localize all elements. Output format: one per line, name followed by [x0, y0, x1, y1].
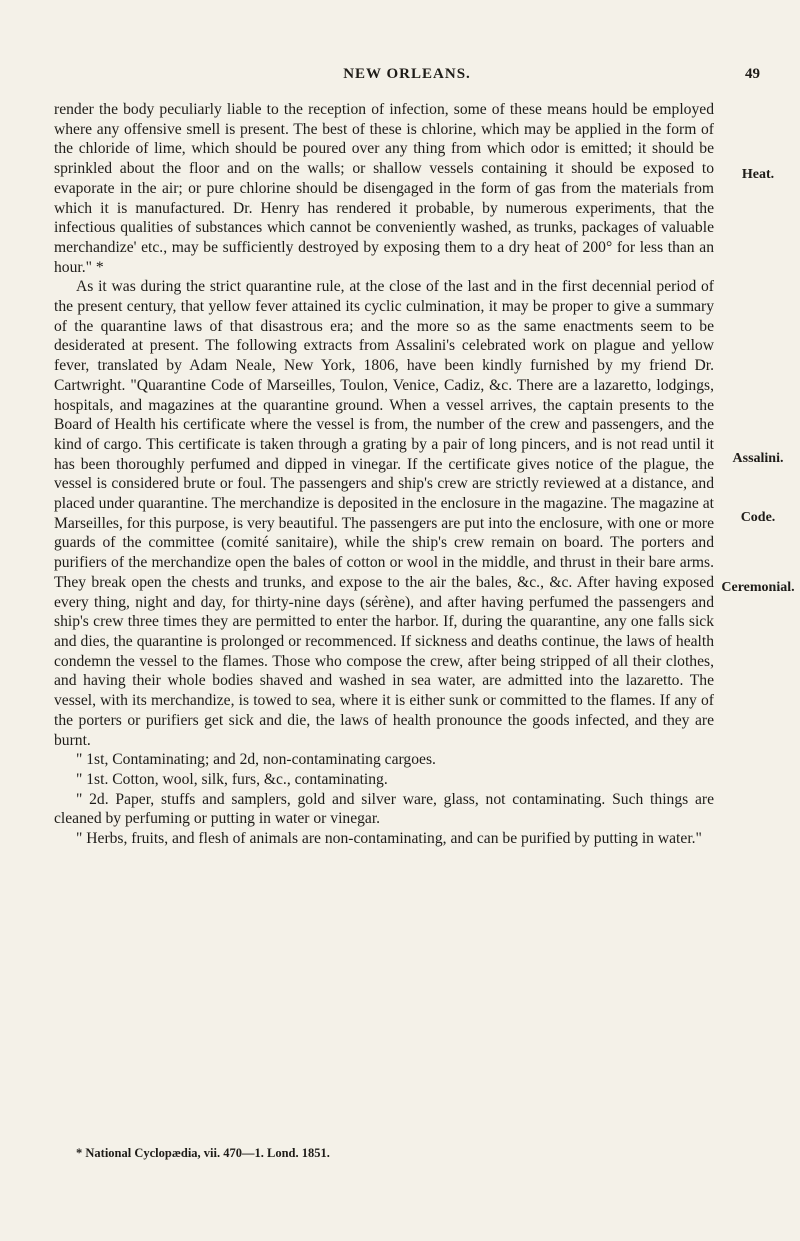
paragraph-quarantine-history: As it was during the strict quarantine rule, at the close of the last and in the first decennial period of the present century, that yellow fever attained its cyclic culmination, it may be proper to give a summary of the quarantine laws of that disastrous era; and the more so as the same enactments seem to be desiderated at present. The following extracts from Assalini's celebrated work on plague and yellow fever, translated by Adam Neale, New York, 1806, have been kindly furnished by my friend Dr. Cartwright. "Quarantine Code of Marseilles, Toulon, Venice, Cadiz, &c. There are a lazaretto, lodgings, hospitals, and magazines at the quarantine ground. When a vessel arrives, the captain presents to the Board of Health his certificate where the vessel is from, the number of the crew and passengers, and the kind of cargo. This certificate is taken through a grating by a pair of long pincers, and is not read until it has been thoroughly perfumed and dipped in vinegar. If the certificate gives notice of the plague, the vessel is considered brute or foul. The passengers and ship's crew are strictly reviewed at a distance, and placed under quarantine. The merchandize is deposited in the enclosure in the magazine. The magazine at Marseilles, for this purpose, is very beautiful. The passengers are put into the enclosure, with one or more guards of the committee (comité sanitaire), while the ship's crew remain on board. The porters and purifiers of the merchandize open the bales of cotton or wool in the middle, and thrust in their bare arms. They break open the chests and trunks, and expose to the air the bales, &c., &c. After having exposed every thing, night and day, for thirty-nine days (sérène), and after having perfumed the passengers and ship's crew three times they are permitted to enter the harbor. If, during the quarantine, any one falls sick and dies, the quarantine is prolonged or recommenced. If sickness and deaths continue, the laws of health condemn the vessel to the flames. Those who compose the crew, after being stripped of all their clothes, and having their whole bodies shaved and washed in sea water, are admitted into the lazaretto. The vessel, with its merchandize, is towed to sea, where it is either sunk or committed to the flames. If any of the porters or purifiers get sick and die, the laws of health pronounce the goods infected, and they are burnt.: [54, 278, 714, 749]
running-head: NEW ORLEANS.: [343, 66, 471, 82]
paragraph-herbs-fruits: " Herbs, fruits, and flesh of animals are non-contaminating, and can be purified by putting in water.": [76, 830, 702, 848]
page-number: 49: [745, 66, 760, 82]
paragraph-cargo-classes: " 1st, Contaminating; and 2d, non-contaminating cargoes.: [76, 751, 436, 769]
footnote: * National Cyclopædia, vii. 470—1. Lond. 1851.: [76, 1146, 330, 1160]
paragraph-contaminating: " 1st. Cotton, wool, silk, furs, &c., contaminating.: [76, 770, 388, 788]
margin-note-heat: Heat.: [741, 167, 775, 182]
margin-note-code: Code.: [740, 510, 776, 525]
margin-note-ceremonial: Ceremonial.: [721, 580, 795, 595]
paragraph-not-contaminating: " 2d. Paper, stuffs and samplers, gold and silver ware, glass, not contaminating. Such things are cleaned by perfuming or putting in water or vinegar.: [54, 790, 714, 828]
margin-note-assalini: Assalini.: [732, 451, 784, 466]
paragraph-continued: render the body peculiarly liable to the reception of infection, some of these means hould be employed where any offensive smell is present. The best of these is chlorine, which may be applied in the form of the chloride of lime, which should be poured over any thing from which odor is emitted; it should be sprinkled about the floor and on the walls; or shallow vessels containing it should be exposed to evaporate in the air; or pure chlorine should be disengaged in the form of gas from the materials from which it is manufactured. Dr. Henry has rendered it probable, by numerous experiments, that the infectious qualities of substances which cannot be conveniently washed, as trunks, packages of valuable merchandize' etc., may be sufficiently destroyed by exposing them to a dry heat of 200° for less than an hour." *: [54, 101, 714, 276]
page-header: [54, 66, 760, 86]
body-text: [54, 100, 714, 849]
